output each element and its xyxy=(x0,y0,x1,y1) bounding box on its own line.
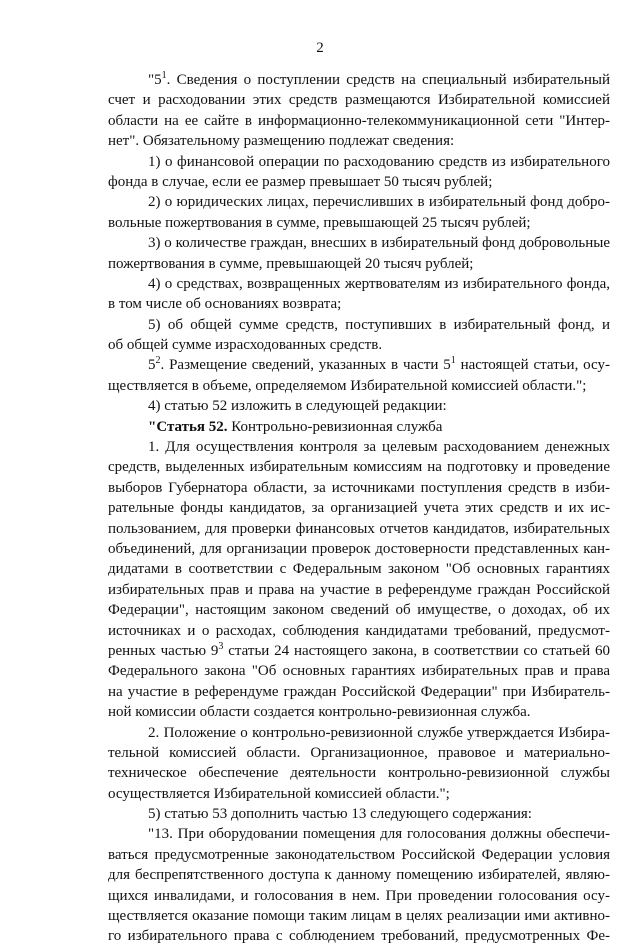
text-line: тельной комиссией области. Организационное, правовое и материально- xyxy=(108,744,610,761)
text-line: области на ее сайте в информационно-телекоммуникационной сети "Интер- xyxy=(108,112,610,129)
text-line: го избирательного права с соблюдением требований, предусмотренных Фе- xyxy=(108,928,610,945)
text-line: ществляется в объеме, определяемом Избирательной комиссией области."; xyxy=(108,377,587,394)
text-line: Федерального закона "Об основных гарантиях избирательных прав и права xyxy=(108,663,610,680)
text-line: 3) о количестве граждан, внесших в избирательный фонд добровольные xyxy=(148,235,610,252)
text-line: 2. Положение о контрольно-ревизионной службе утверждается Избира- xyxy=(148,724,610,741)
text-line: вольные пожертвования в сумме, превышающей 25 тысяч рублей; xyxy=(108,214,531,231)
text-line: на участие в референдуме граждан Российской Федерации" при Избиратель- xyxy=(108,683,610,700)
text-line: рательные фонды кандидатов, за организацией учета этих средств и их ис- xyxy=(108,500,610,517)
text-line: пожертвования в сумме, превышающей 20 тысяч рублей; xyxy=(108,255,474,272)
text-line: 1) о финансовой операции по расходованию средств из избирательного xyxy=(148,153,610,170)
text-line: нет". Обязательному размещению подлежат сведения: xyxy=(108,133,455,150)
text-line: дидатами в соответствии с Федеральным законом "Об основных гарантиях xyxy=(108,561,610,578)
text-line: "$5^1$. Сведения о поступлении средств на специальный избирательный xyxy=(148,70,610,88)
text-line: ной комиссии области создается контрольно-ревизионная служба. xyxy=(108,704,531,721)
text-line: 4) о средствах, возвращенных жертвователям из избирательного фонда, xyxy=(148,275,610,292)
text-line: $5^2$. Размещение сведений, указанных в части $5^1$ настоящей статьи, осу- xyxy=(148,355,610,374)
text-line: фонда в случае, если ее размер превышает 50 тысяч рублей; xyxy=(108,173,493,190)
text-line: пользованием, для проверки финансовых отчетов кандидатов, избирательных xyxy=(108,520,610,537)
text-line: 4) статью 52 изложить в следующей редакции: xyxy=(148,398,447,415)
text-line: источниках и о расходах, соблюдения кандидатами требований, предусмот- xyxy=(108,622,610,639)
text-line: щихся инвалидами, и голосования в нем. При проведении голосования осу- xyxy=(108,887,610,904)
text-line: 1. Для осуществления контроля за целевым расходованием денежных xyxy=(148,439,610,456)
text-line: избирательных прав и права на участие в референдуме граждан Российской xyxy=(108,581,610,598)
text-line: техническое обеспечение деятельности контрольно-ревизионной службы xyxy=(108,765,610,782)
page-number: 2 xyxy=(316,40,324,56)
text-line: 5) статью 53 дополнить частью 13 следующего содержания: xyxy=(148,806,532,823)
text-line: 5) об общей сумме средств, поступивших в избирательный фонд, и xyxy=(148,316,610,333)
text-line: 2) о юридических лицах, перечисливших в избирательный фонд добро- xyxy=(148,194,610,211)
text-line: "13. При оборудовании помещения для голосования должны обеспечи- xyxy=(148,826,610,843)
text-line: "Статья 52. Контрольно-ревизионная служба xyxy=(148,418,443,435)
text-line: средств, выделенных избирательным комиссиям на подготовку и проведение xyxy=(108,459,610,476)
text-line: ренных частью $9^3$ статьи 24 настоящего закона, в соответствии со статьей 60 xyxy=(108,640,610,659)
text-line: в том числе об основаниях возврата; xyxy=(108,296,342,313)
text-line: Федерации", настоящим законом сведений об имуществе, о доходах, об их xyxy=(108,602,610,619)
text-line: счет и расходовании этих средств размещаются Избирательной комиссией xyxy=(108,92,610,109)
text-line: объединений, для организации проверок достоверности представленных кан- xyxy=(108,540,610,557)
text-line: осуществляется Избирательной комиссией области."; xyxy=(108,785,450,802)
document-body xyxy=(108,70,610,947)
text-line: ваться предусмотренные законодательством Российской Федерации условия xyxy=(108,846,610,863)
text-line: ществляется оказание помощи таким лицам в целях реализации ими активно- xyxy=(108,908,610,925)
text-line: для беспрепятственного доступа к данному помещению избирателей, являю- xyxy=(108,867,610,884)
text-line: выборов Губернатора области, за источниками поступления средств в изби- xyxy=(108,479,610,496)
text-line: об общей сумме израсходованных средств. xyxy=(108,337,383,354)
